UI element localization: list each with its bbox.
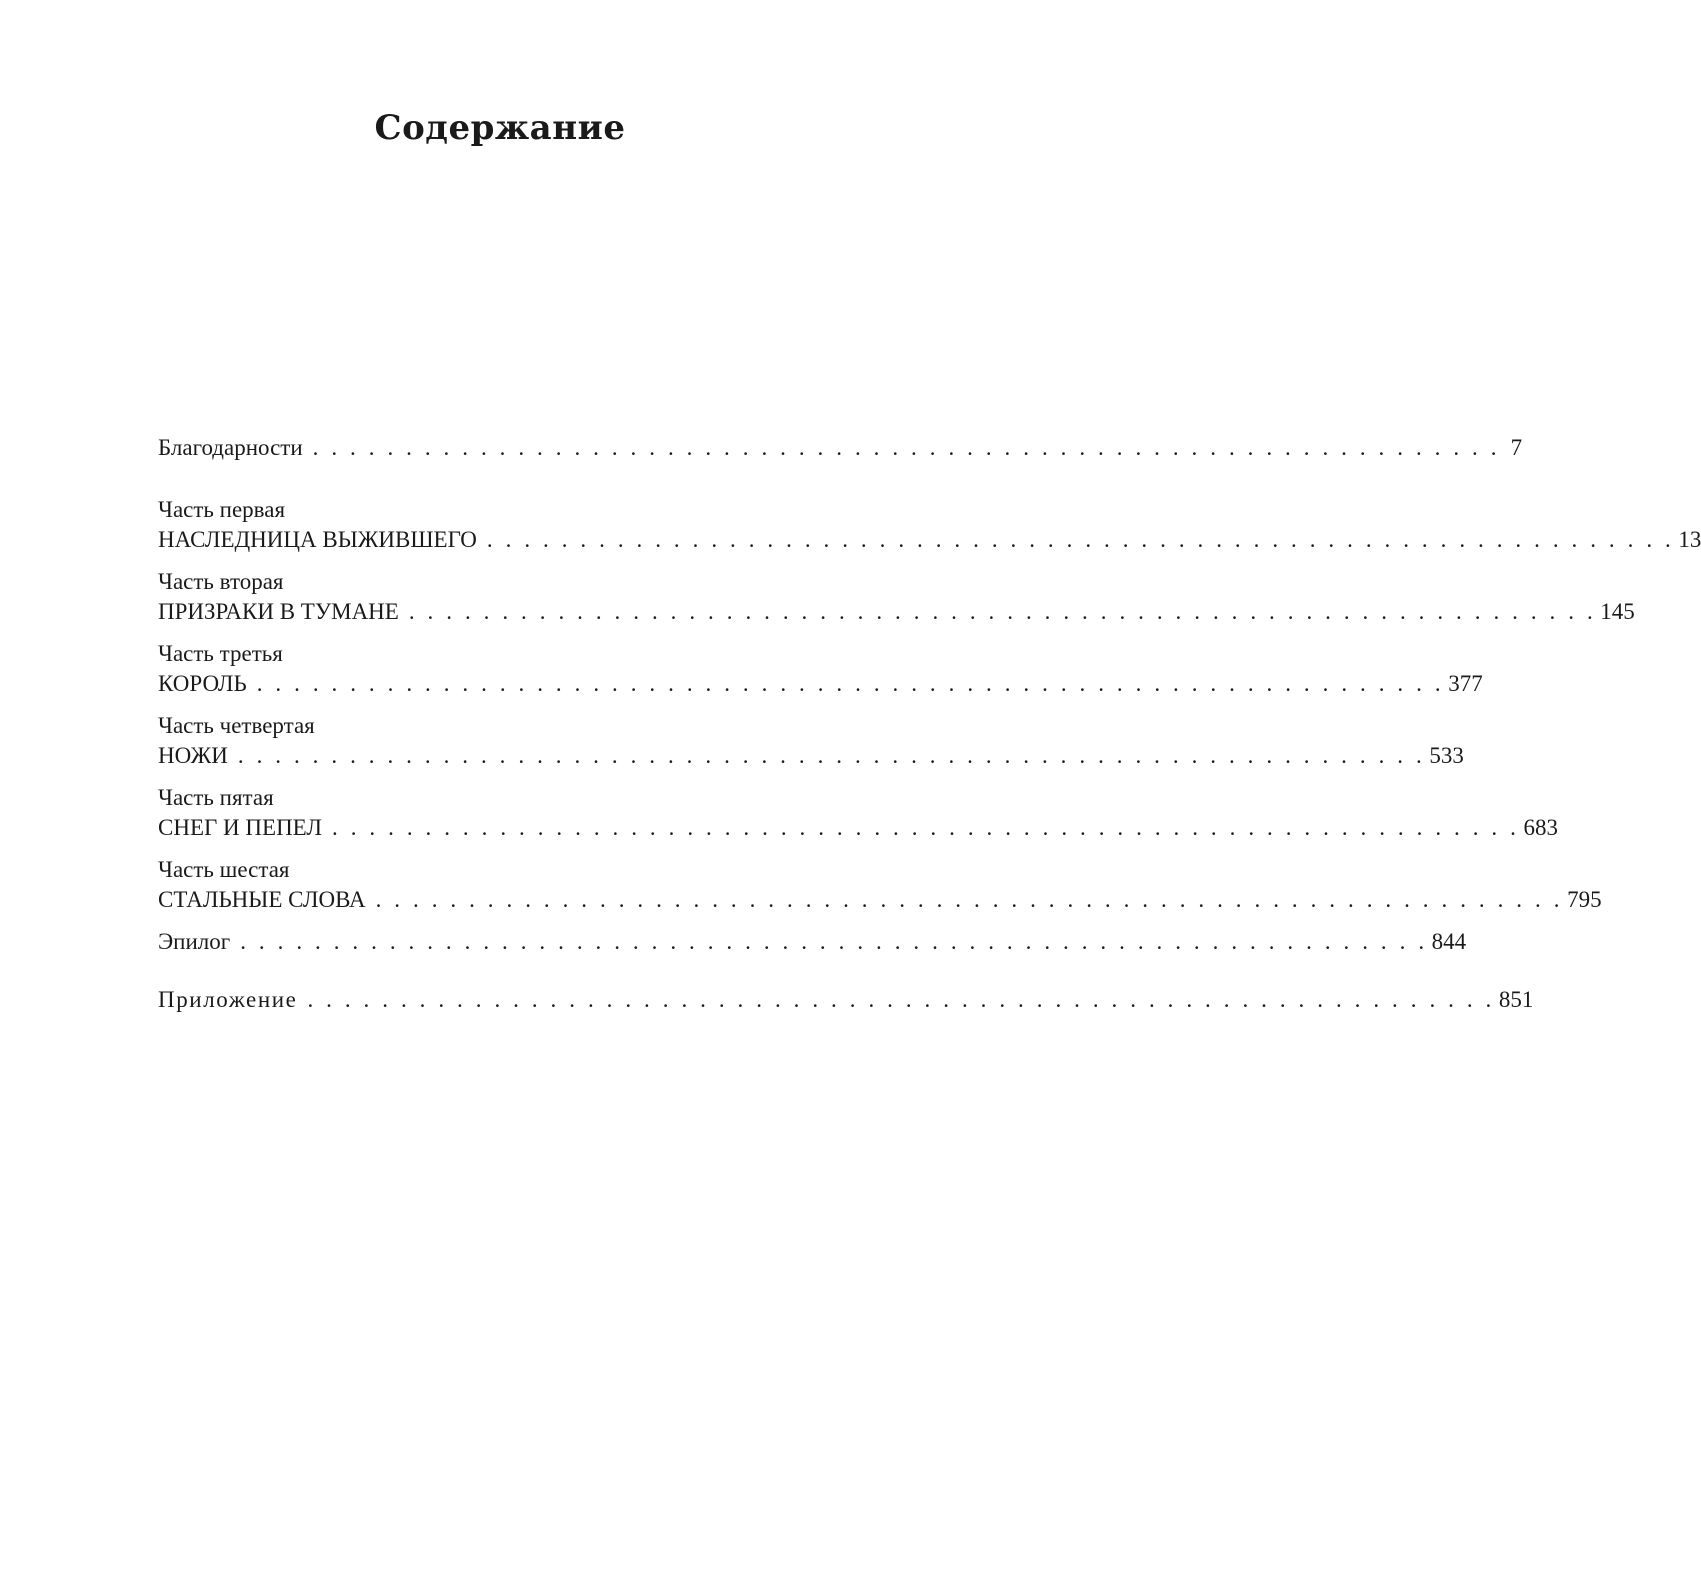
toc-part-label: Часть третья: [158, 641, 283, 666]
toc-entry: [158, 525, 1701, 555]
dot-leader: . . . . . . . . . . . . . . . . . . . . . . . . . . . . . . . . . . . . . . . . . . . . . . . . . . . . . . . . . . . . . . . .: [256, 671, 1445, 696]
toc-entry-label: Благодарности: [158, 435, 303, 460]
toc-entry-appendix: [158, 985, 1534, 1015]
toc-entry: [158, 813, 1558, 843]
toc-part-label: Часть шестая: [158, 857, 290, 882]
toc-page-number: 683: [1523, 815, 1558, 840]
toc-entry-label: НОЖИ: [158, 743, 228, 768]
toc-part-2: [158, 567, 1635, 627]
toc-entry-label: СНЕГ И ПЕПЕЛ: [158, 815, 323, 840]
toc-entry-label: ПРИЗРАКИ В ТУМАНЕ: [158, 599, 399, 624]
toc-part-label: Часть четвертая: [158, 713, 315, 738]
dot-leader: . . . . . . . . . . . . . . . . . . . . . . . . . . . . . . . . . . . . . . . . . . . . . . . . . . . . . . . . . . . . . . . .: [312, 435, 1501, 460]
toc-page-number: 13: [1678, 527, 1701, 552]
toc-page-number: 7: [1510, 435, 1523, 460]
toc-page-number: 795: [1567, 887, 1602, 912]
toc-entry-label: КОРОЛЬ: [158, 671, 247, 696]
dot-leader: . . . . . . . . . . . . . . . . . . . . . . . . . . . . . . . . . . . . . . . . . . . . . . . . . . . . . . . . . . . . . . . .: [237, 743, 1426, 768]
toc-entry-label: НАСЛЕДНИЦА ВЫЖИВШЕГО: [158, 527, 477, 552]
toc-entry-label: Приложение: [158, 987, 298, 1012]
dot-leader: . . . . . . . . . . . . . . . . . . . . . . . . . . . . . . . . . . . . . . . . . . . . . . . . . . . . . . . . . . . . . . . .: [375, 887, 1564, 912]
page-title: Содержание: [374, 108, 626, 148]
dot-leader: . . . . . . . . . . . . . . . . . . . . . . . . . . . . . . . . . . . . . . . . . . . . . . . . . . . . . . . . . . . . . . . .: [240, 929, 1428, 954]
toc-part-3: [158, 639, 1483, 699]
toc-entry: [158, 885, 1602, 915]
toc-part-1: [158, 495, 1701, 555]
toc-entry-epilogue: [158, 927, 1467, 957]
dot-leader: . . . . . . . . . . . . . . . . . . . . . . . . . . . . . . . . . . . . . . . . . . . . . . . . . . . . . . . . . . . . . . . .: [307, 987, 1495, 1012]
toc-page-number: 145: [1600, 599, 1635, 624]
toc-part-label: Часть первая: [158, 497, 286, 522]
toc-page-number: 377: [1448, 671, 1483, 696]
toc-part-label: Часть вторая: [158, 569, 284, 594]
table-of-contents: [158, 433, 1701, 1015]
toc-entry: [158, 669, 1483, 699]
toc-part-5: [158, 783, 1558, 843]
toc-part-label: Часть пятая: [158, 785, 274, 810]
dot-leader: . . . . . . . . . . . . . . . . . . . . . . . . . . . . . . . . . . . . . . . . . . . . . . . . . . . . . . . . . . . . . . . .: [408, 599, 1597, 624]
toc-entry-label: СТАЛЬНЫЕ СЛОВА: [158, 887, 366, 912]
toc-page-number: 533: [1429, 743, 1464, 768]
toc-part-6: [158, 855, 1602, 915]
toc-entry: [158, 597, 1635, 627]
toc-part-4: [158, 711, 1464, 771]
toc-entry-label: Эпилог: [158, 929, 231, 954]
toc-page-number: 851: [1498, 987, 1534, 1012]
toc-entry-acknowledgements: [158, 433, 1523, 463]
dot-leader: . . . . . . . . . . . . . . . . . . . . . . . . . . . . . . . . . . . . . . . . . . . . . . . . . . . . . . . . . . . . . . . .: [486, 527, 1675, 552]
toc-entry: [158, 741, 1464, 771]
dot-leader: . . . . . . . . . . . . . . . . . . . . . . . . . . . . . . . . . . . . . . . . . . . . . . . . . . . . . . . . . . . . . . . .: [332, 815, 1520, 840]
toc-page-number: 844: [1431, 929, 1467, 954]
